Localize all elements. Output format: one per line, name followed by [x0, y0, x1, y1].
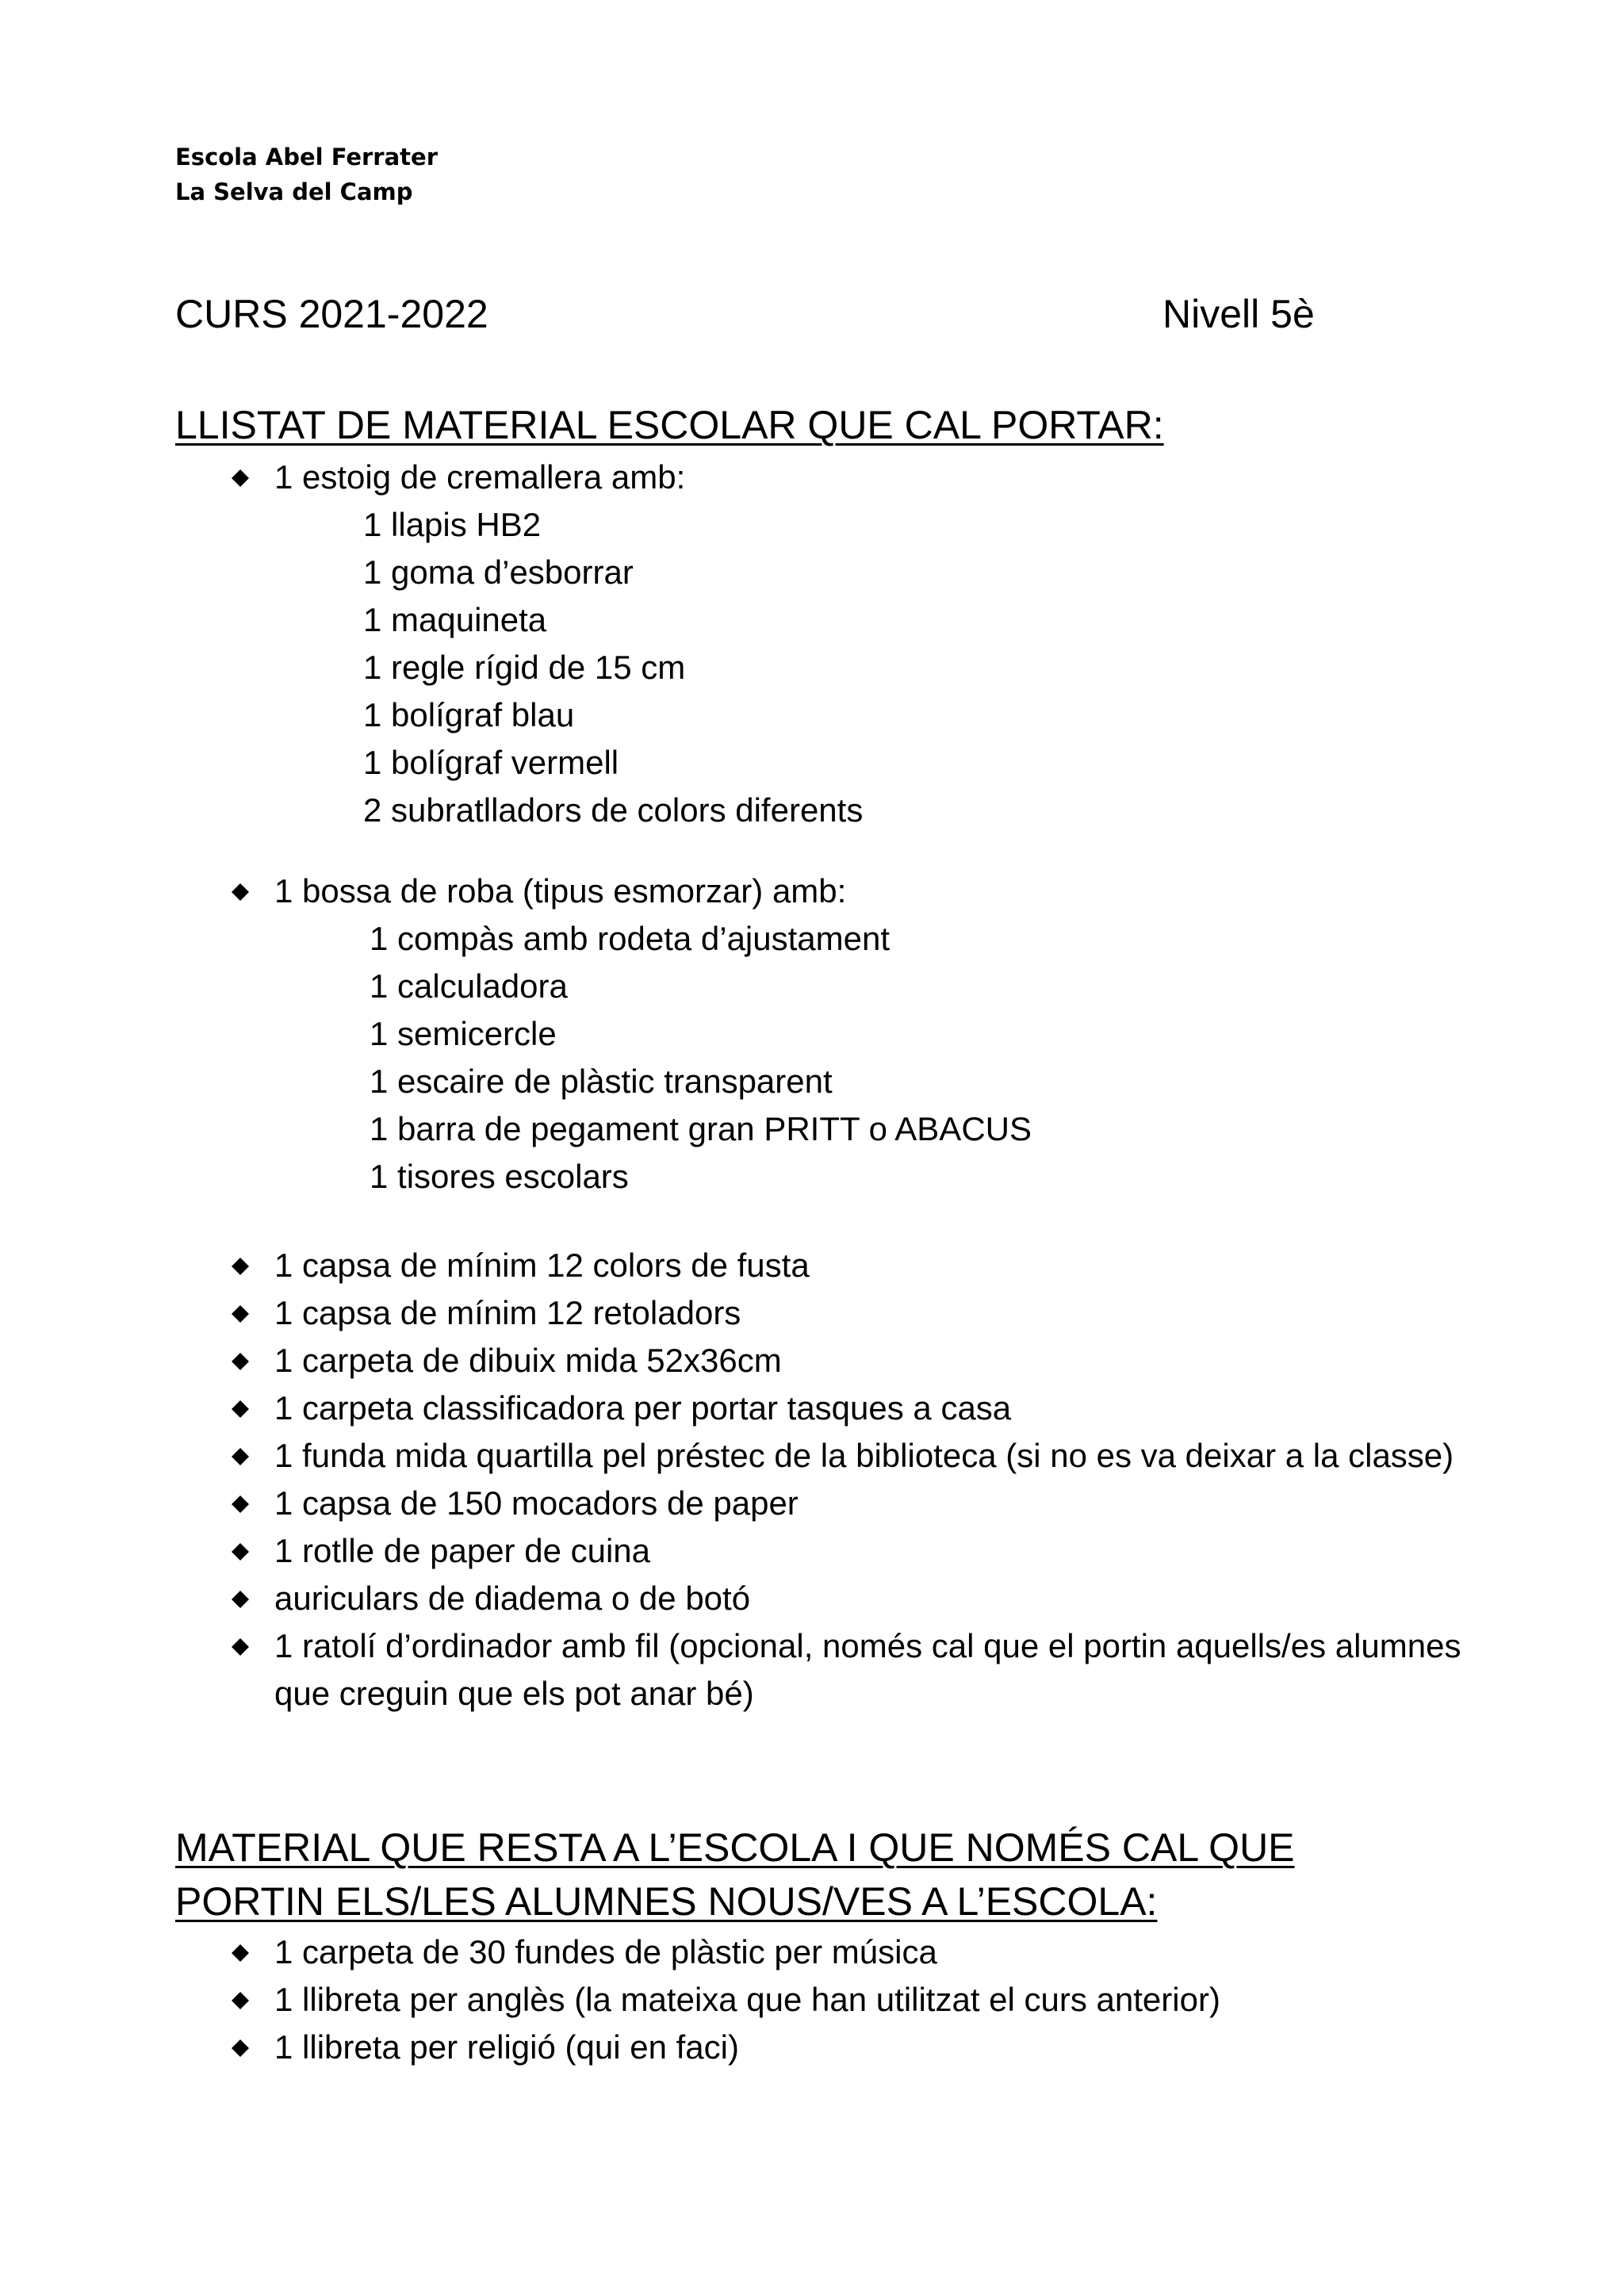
list-item: 1 semicercle: [370, 1015, 557, 1052]
list-item: 1 maquineta: [363, 601, 547, 638]
list-item: [225, 1337, 1511, 1384]
list-item: [225, 1928, 1511, 1976]
list-item: 1 calculadora: [370, 967, 568, 1005]
diamond-bullet-icon: [232, 1543, 249, 1561]
list-item: [225, 2024, 1511, 2071]
school-header: [175, 140, 438, 209]
diamond-bullet-icon: [232, 469, 249, 487]
diamond-bullet-icon: [232, 1258, 249, 1275]
school-location: La Selva del Camp: [175, 178, 413, 205]
list-item-text: 1 rotlle de paper de cuina: [274, 1532, 650, 1569]
diamond-bullet-icon: [232, 1944, 249, 1962]
list-item: [225, 1976, 1511, 2024]
list-item: 1 compàs amb rodeta d’ajustament: [370, 920, 891, 957]
cloth-bag-list: [225, 867, 1511, 1201]
list-item-text: 1 llibreta per religió (qui en faci): [274, 2028, 739, 2066]
list-item: 1 bolígraf blau: [363, 696, 575, 733]
diamond-bullet-icon: [232, 1591, 249, 1608]
list-item: [225, 454, 1511, 834]
cloth-bag-contents: [274, 915, 1511, 1201]
list-item-text: 1 llibreta per anglès (la mateixa que han utilitzat el curs anterior): [274, 1981, 1220, 2018]
diamond-bullet-icon: [232, 1305, 249, 1323]
pencil-case-list: [225, 454, 1511, 834]
list-item-text: auriculars de diadema o de botó: [274, 1580, 751, 1617]
list-item: 1 bolígraf vermell: [363, 744, 619, 781]
diamond-bullet-icon: [232, 1496, 249, 1513]
list-item: [225, 1432, 1511, 1480]
list-item: 1 regle rígid de 15 cm: [363, 649, 686, 686]
pencil-case-contents: [274, 501, 1511, 834]
grade-level: Nivell 5è: [1162, 292, 1315, 336]
list-item-text: 1 carpeta classificadora per portar tasques a casa: [274, 1389, 1012, 1427]
diamond-bullet-icon: [232, 2039, 249, 2057]
list-item: 1 llapis HB2: [363, 506, 542, 543]
list-item: 1 barra de pegament gran PRITT o ABACUS: [370, 1110, 1032, 1147]
list-item-text: 1 carpeta de 30 fundes de plàstic per música: [274, 1933, 937, 1970]
other-materials-list: [225, 1242, 1511, 1718]
list-item: [225, 867, 1511, 1201]
diamond-bullet-icon: [232, 1400, 249, 1418]
diamond-bullet-icon: [232, 883, 249, 901]
list-item: [225, 1622, 1511, 1718]
list-item: 1 goma d’esborrar: [363, 553, 634, 591]
new-students-materials-list: [225, 1928, 1511, 2071]
cloth-bag-label: 1 bossa de roba (tipus esmorzar) amb:: [274, 872, 847, 910]
list-item-text: 1 capsa de mínim 12 colors de fusta: [274, 1247, 810, 1284]
list-item: [225, 1527, 1511, 1575]
pencil-case-label: 1 estoig de cremallera amb:: [274, 458, 686, 496]
list-item-text: 1 funda mida quartilla pel préstec de la biblioteca (si no es va deixar a la classe): [274, 1437, 1454, 1474]
list-item-text: 1 capsa de mínim 12 retoladors: [274, 1294, 741, 1331]
section-title-line: MATERIAL QUE RESTA A L’ESCOLA I QUE NOMÉS CAL QUE: [175, 1825, 1295, 1870]
section-title-school-materials: [175, 1821, 1295, 1928]
list-item: [225, 1242, 1511, 1289]
list-item-text: 1 carpeta de dibuix mida 52x36cm: [274, 1342, 782, 1379]
school-name: Escola Abel Ferrater: [175, 144, 439, 170]
list-item: 1 tisores escolars: [370, 1158, 629, 1195]
section-title-line: PORTIN ELS/LES ALUMNES NOUS/VES A L’ESCOLA:: [175, 1879, 1158, 1924]
diamond-bullet-icon: [232, 1992, 249, 2009]
list-item: [225, 1384, 1511, 1432]
list-item: [225, 1289, 1511, 1337]
list-item: 1 escaire de plàstic transparent: [370, 1063, 833, 1100]
diamond-bullet-icon: [232, 1638, 249, 1656]
list-item-text: 1 capsa de 150 mocadors de paper: [274, 1484, 799, 1522]
diamond-bullet-icon: [232, 1448, 249, 1465]
diamond-bullet-icon: [232, 1353, 249, 1370]
section-title-required-materials: LLISTAT DE MATERIAL ESCOLAR QUE CAL PORTAR:: [175, 403, 1164, 447]
list-item-text: 1 ratolí d’ordinador amb fil (opcional, només cal que el portin aquells/es alumnes que creguin que els pot anar bé): [274, 1627, 1461, 1712]
list-item: [225, 1575, 1511, 1622]
course-year: CURS 2021-2022: [175, 292, 488, 336]
list-item: 2 subratlladors de colors diferents: [363, 791, 864, 829]
list-item: [225, 1480, 1511, 1527]
